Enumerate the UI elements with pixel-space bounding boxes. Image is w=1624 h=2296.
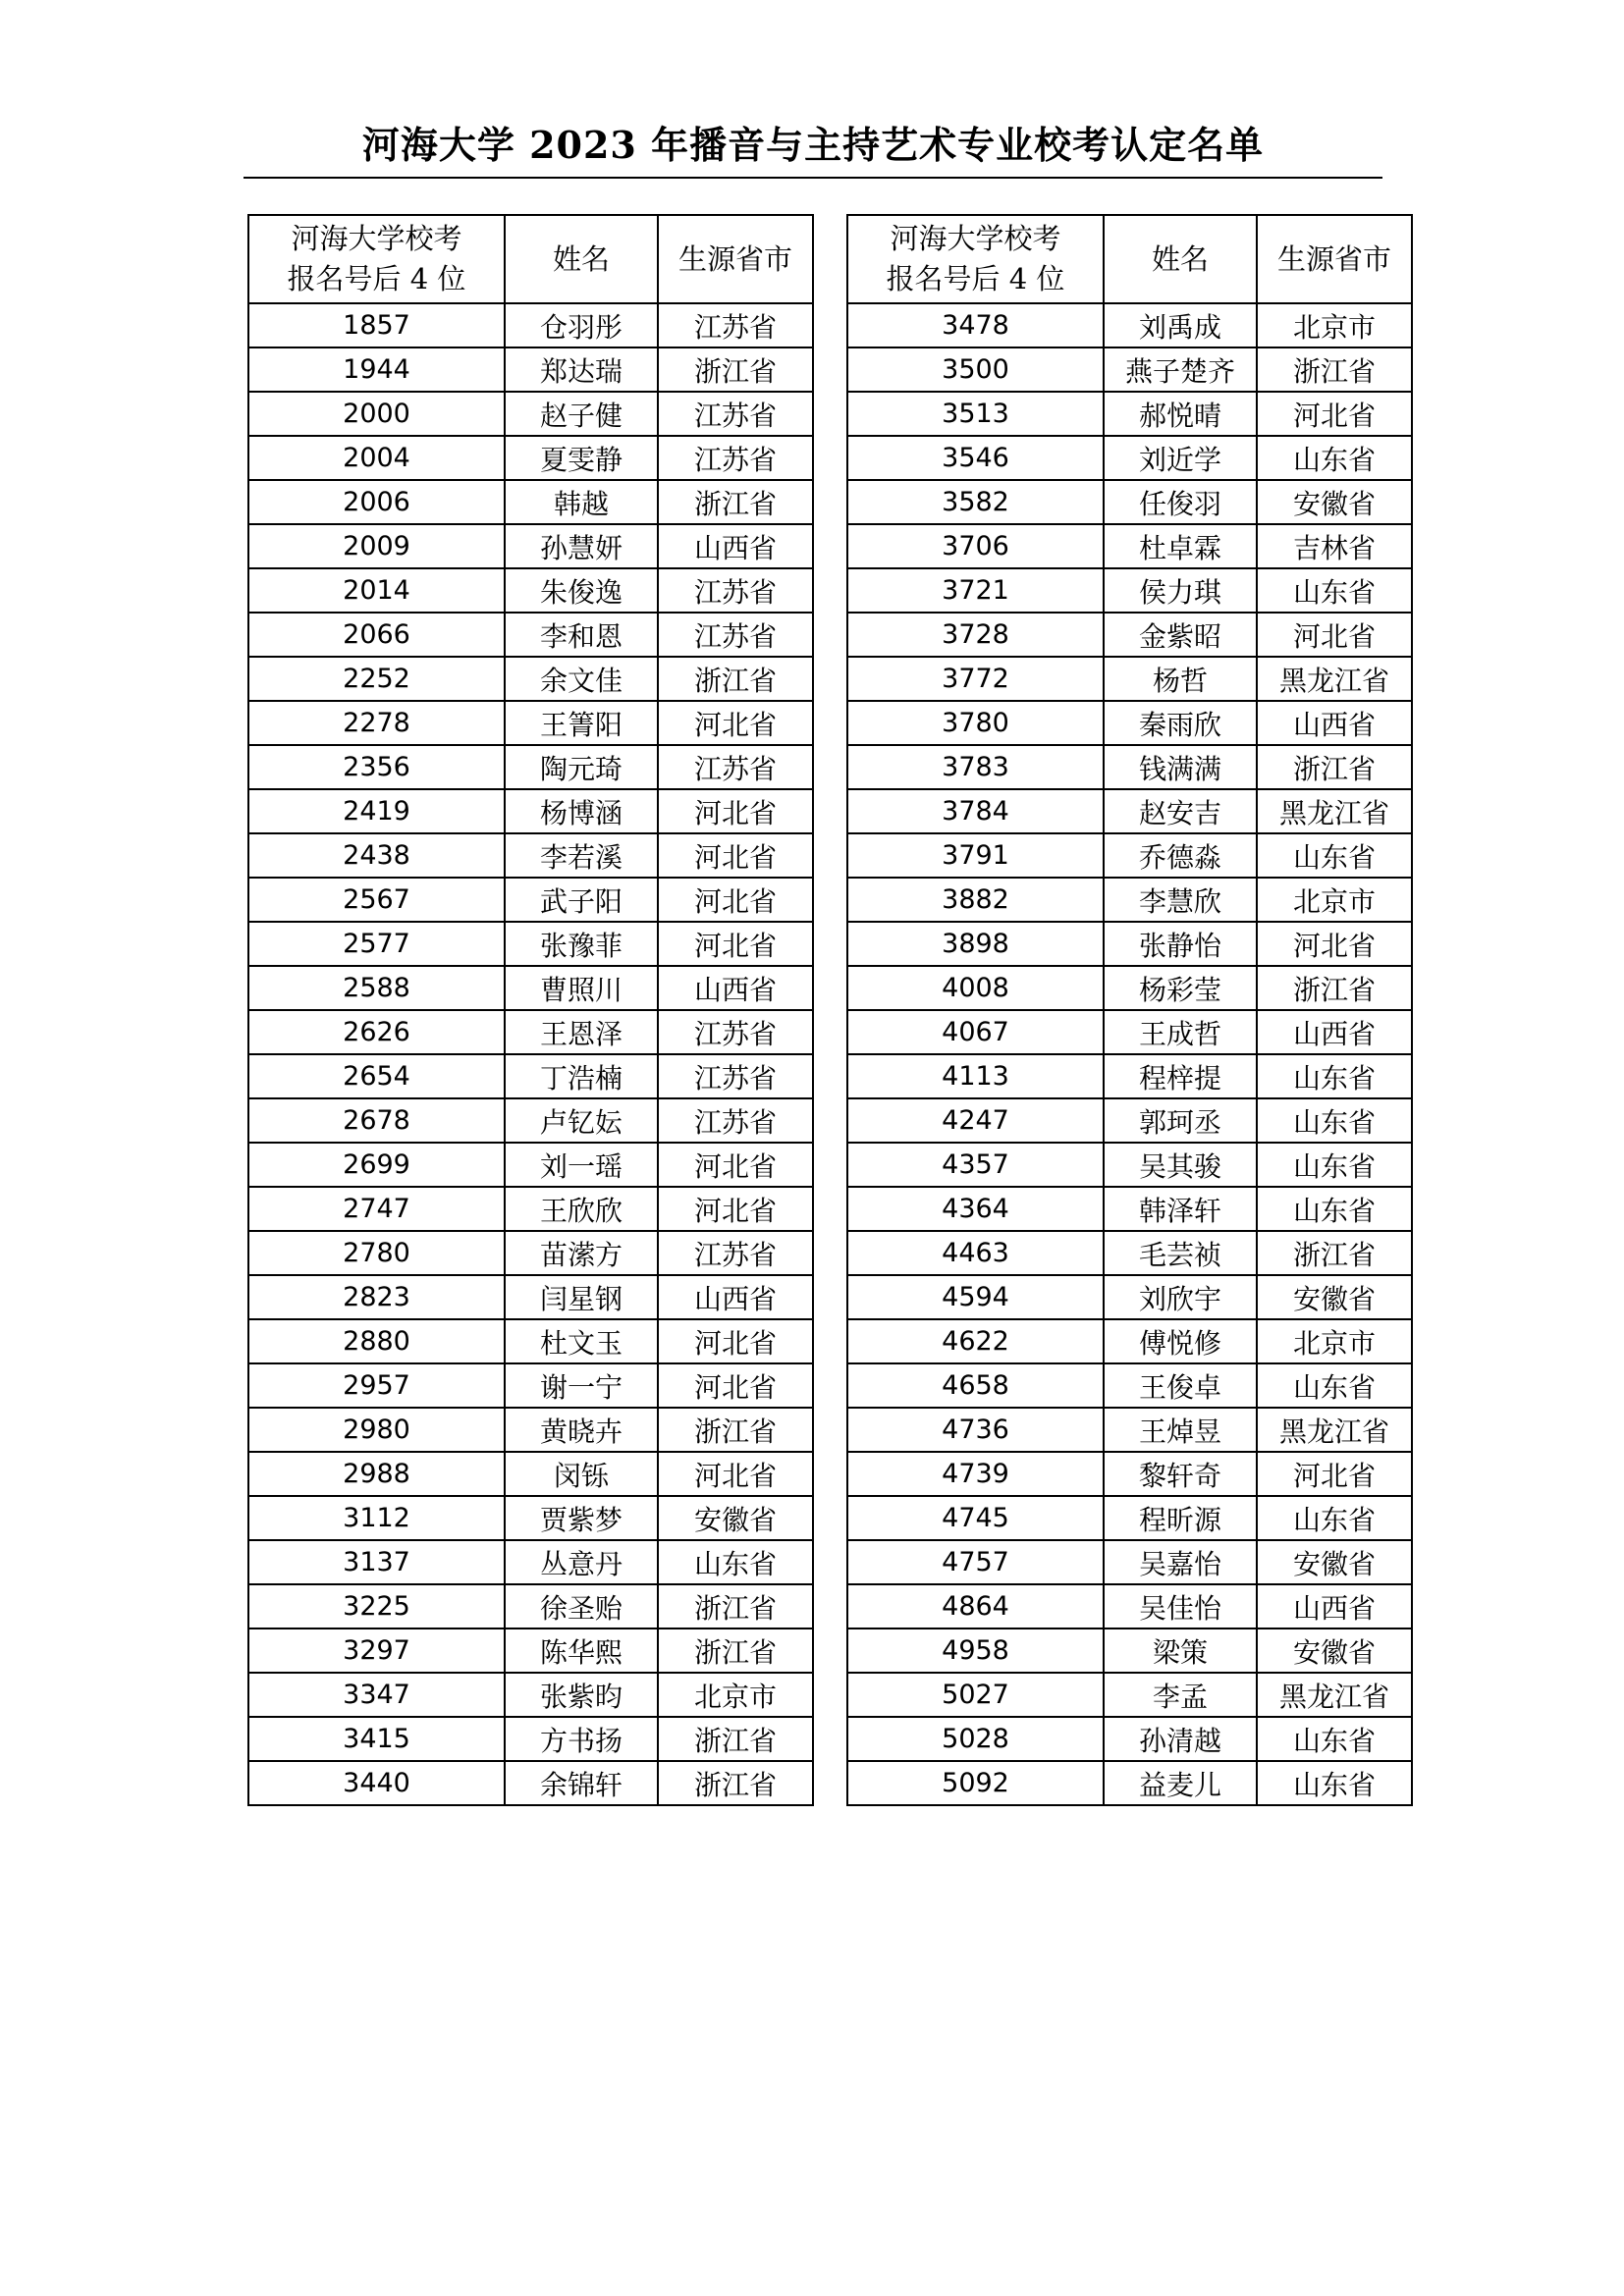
registration-id-cell: 2678 (248, 1098, 505, 1143)
province-cell: 山东省 (1257, 568, 1412, 613)
registration-id-cell: 3137 (248, 1540, 505, 1584)
registration-id-cell: 4622 (847, 1319, 1104, 1363)
table-row (248, 1054, 813, 1098)
table-row (248, 878, 813, 922)
table-body-right (847, 303, 1412, 1805)
province-cell: 浙江省 (658, 347, 813, 392)
table-row (847, 745, 1412, 789)
registration-id-cell: 2880 (248, 1319, 505, 1363)
registration-id-cell: 2438 (248, 833, 505, 878)
table-header-row (847, 215, 1412, 303)
table-row (248, 480, 813, 524)
registration-id-cell: 2009 (248, 524, 505, 568)
registration-id-cell: 3772 (847, 657, 1104, 701)
table-row (847, 1717, 1412, 1761)
province-cell: 山东省 (1257, 833, 1412, 878)
header-registration-id (248, 215, 505, 303)
province-cell: 浙江省 (658, 1408, 813, 1452)
province-cell: 浙江省 (1257, 1231, 1412, 1275)
registration-id-cell: 3440 (248, 1761, 505, 1805)
student-name-cell: 毛芸祯 (1104, 1231, 1257, 1275)
province-cell: 河北省 (1257, 613, 1412, 657)
registration-id-cell: 4113 (847, 1054, 1104, 1098)
table-row (248, 789, 813, 833)
student-name-cell: 黎轩奇 (1104, 1452, 1257, 1496)
table-row (248, 303, 813, 347)
province-cell: 安徽省 (1257, 1275, 1412, 1319)
student-name-cell: 燕子楚齐 (1104, 347, 1257, 392)
table-row (847, 1496, 1412, 1540)
table-row (248, 568, 813, 613)
registration-id-cell: 2823 (248, 1275, 505, 1319)
registration-id-cell: 2278 (248, 701, 505, 745)
province-cell: 浙江省 (658, 480, 813, 524)
province-cell: 浙江省 (658, 1761, 813, 1805)
registration-id-cell: 3546 (847, 436, 1104, 480)
table-header-row (248, 215, 813, 303)
table-row (248, 833, 813, 878)
student-name-cell: 杜卓霖 (1104, 524, 1257, 568)
province-cell: 江苏省 (658, 1231, 813, 1275)
registration-id-cell: 2988 (248, 1452, 505, 1496)
student-name-cell: 张紫昀 (505, 1673, 658, 1717)
table-row (847, 1584, 1412, 1629)
province-cell: 浙江省 (658, 1717, 813, 1761)
registration-id-cell: 4739 (847, 1452, 1104, 1496)
table-row (847, 480, 1412, 524)
registration-id-cell: 1857 (248, 303, 505, 347)
registration-id-cell: 2577 (248, 922, 505, 966)
province-cell: 河北省 (658, 789, 813, 833)
table-row (847, 524, 1412, 568)
student-name-cell: 夏雯静 (505, 436, 658, 480)
province-cell: 浙江省 (658, 1629, 813, 1673)
province-cell: 山东省 (1257, 1098, 1412, 1143)
registration-id-cell: 3225 (248, 1584, 505, 1629)
table-row (248, 1496, 813, 1540)
table-row (847, 1010, 1412, 1054)
province-cell: 安徽省 (658, 1496, 813, 1540)
student-name-cell: 乔德淼 (1104, 833, 1257, 878)
student-name-cell: 益麦儿 (1104, 1761, 1257, 1805)
table-row (248, 1584, 813, 1629)
student-name-cell: 赵子健 (505, 392, 658, 436)
registration-id-cell: 3415 (248, 1717, 505, 1761)
province-cell: 山西省 (1257, 701, 1412, 745)
province-cell: 江苏省 (658, 303, 813, 347)
province-cell: 北京市 (1257, 1319, 1412, 1363)
province-cell: 山西省 (658, 966, 813, 1010)
registration-id-cell: 2252 (248, 657, 505, 701)
student-name-cell: 王恩泽 (505, 1010, 658, 1054)
table-row (847, 392, 1412, 436)
registration-id-cell: 5092 (847, 1761, 1104, 1805)
student-name-cell: 闵铄 (505, 1452, 658, 1496)
province-cell: 浙江省 (658, 1584, 813, 1629)
registration-id-cell: 4864 (847, 1584, 1104, 1629)
registration-id-cell: 2000 (248, 392, 505, 436)
student-name-cell: 刘近学 (1104, 436, 1257, 480)
page-title: 河海大学 2023 年播音与主持艺术专业校考认定名单 (361, 123, 1265, 167)
student-name-cell: 杨博涵 (505, 789, 658, 833)
registration-id-cell: 2014 (248, 568, 505, 613)
province-cell: 河北省 (658, 833, 813, 878)
registration-id-cell: 3780 (847, 701, 1104, 745)
table-row (847, 878, 1412, 922)
student-name-cell: 朱俊逸 (505, 568, 658, 613)
province-cell: 江苏省 (658, 1010, 813, 1054)
province-cell: 河北省 (658, 922, 813, 966)
province-cell: 山东省 (1257, 1054, 1412, 1098)
registration-id-cell: 4594 (847, 1275, 1104, 1319)
header-id-line2: 报名号后 4 位 (287, 262, 466, 295)
student-name-cell: 丁浩楠 (505, 1054, 658, 1098)
province-cell: 黑龙江省 (1257, 657, 1412, 701)
table-row (248, 1275, 813, 1319)
header-name: 姓名 (505, 215, 658, 303)
table-row (847, 303, 1412, 347)
table-row (248, 1098, 813, 1143)
province-cell: 河北省 (1257, 1452, 1412, 1496)
student-name-cell: 韩泽轩 (1104, 1187, 1257, 1231)
registration-id-cell: 2699 (248, 1143, 505, 1187)
registration-id-cell: 2588 (248, 966, 505, 1010)
province-cell: 江苏省 (658, 568, 813, 613)
table-row (248, 524, 813, 568)
student-name-cell: 任俊羽 (1104, 480, 1257, 524)
province-cell: 河北省 (658, 701, 813, 745)
registration-id-cell: 4745 (847, 1496, 1104, 1540)
province-cell: 山西省 (658, 524, 813, 568)
header-province: 生源省市 (1257, 215, 1412, 303)
table-row (847, 1363, 1412, 1408)
student-name-cell: 黄晓卉 (505, 1408, 658, 1452)
registration-id-cell: 2957 (248, 1363, 505, 1408)
student-name-cell: 刘禹成 (1104, 303, 1257, 347)
table-row (248, 1761, 813, 1805)
table-row (847, 657, 1412, 701)
student-name-cell: 王成哲 (1104, 1010, 1257, 1054)
student-name-cell: 程梓提 (1104, 1054, 1257, 1098)
table-row (847, 1673, 1412, 1717)
student-name-cell: 梁策 (1104, 1629, 1257, 1673)
registration-id-cell: 3721 (847, 568, 1104, 613)
table-row (847, 966, 1412, 1010)
student-name-cell: 张静怡 (1104, 922, 1257, 966)
registration-id-cell: 2567 (248, 878, 505, 922)
province-cell: 浙江省 (658, 657, 813, 701)
registration-id-cell: 3783 (847, 745, 1104, 789)
table-row (248, 1452, 813, 1496)
student-name-cell: 陈华熙 (505, 1629, 658, 1673)
table-row (847, 436, 1412, 480)
student-name-cell: 李慧欣 (1104, 878, 1257, 922)
table-row (847, 1098, 1412, 1143)
table-row (847, 789, 1412, 833)
registration-id-cell: 4958 (847, 1629, 1104, 1673)
registration-id-cell: 2626 (248, 1010, 505, 1054)
table-row (248, 1143, 813, 1187)
student-name-cell: 金紫昭 (1104, 613, 1257, 657)
province-cell: 北京市 (1257, 303, 1412, 347)
province-cell: 安徽省 (1257, 480, 1412, 524)
registration-id-cell: 2066 (248, 613, 505, 657)
province-cell: 河北省 (658, 878, 813, 922)
province-cell: 山东省 (1257, 1761, 1412, 1805)
student-name-cell: 李孟 (1104, 1673, 1257, 1717)
province-cell: 山东省 (1257, 1363, 1412, 1408)
student-name-cell: 王焯昱 (1104, 1408, 1257, 1452)
province-cell: 山西省 (1257, 1010, 1412, 1054)
student-name-cell: 陶元琦 (505, 745, 658, 789)
registration-id-cell: 3791 (847, 833, 1104, 878)
province-cell: 河北省 (658, 1187, 813, 1231)
student-name-cell: 李若溪 (505, 833, 658, 878)
table-row (248, 1010, 813, 1054)
registration-id-cell: 4463 (847, 1231, 1104, 1275)
registration-id-cell: 3478 (847, 303, 1104, 347)
province-cell: 江苏省 (658, 613, 813, 657)
registration-id-cell: 3728 (847, 613, 1104, 657)
table-row (248, 745, 813, 789)
table-row (248, 1717, 813, 1761)
registration-id-cell: 1944 (248, 347, 505, 392)
header-id-line2: 报名号后 4 位 (886, 262, 1065, 295)
student-name-cell: 郝悦晴 (1104, 392, 1257, 436)
student-name-cell: 刘欣宇 (1104, 1275, 1257, 1319)
province-cell: 黑龙江省 (1257, 1408, 1412, 1452)
province-cell: 河北省 (1257, 392, 1412, 436)
header-id-line1: 河海大学校考 (291, 222, 462, 255)
province-cell: 山西省 (658, 1275, 813, 1319)
student-name-cell: 余锦轩 (505, 1761, 658, 1805)
table-row (248, 1319, 813, 1363)
student-name-cell: 程昕源 (1104, 1496, 1257, 1540)
province-cell: 黑龙江省 (1257, 789, 1412, 833)
table-row (248, 347, 813, 392)
registration-id-cell: 2004 (248, 436, 505, 480)
table-row (847, 1187, 1412, 1231)
title-divider (244, 177, 1382, 179)
table-row (248, 1673, 813, 1717)
province-cell: 黑龙江省 (1257, 1673, 1412, 1717)
registration-id-cell: 2780 (248, 1231, 505, 1275)
header-province: 生源省市 (658, 215, 813, 303)
table-row (847, 613, 1412, 657)
registration-id-cell: 4247 (847, 1098, 1104, 1143)
table-row (847, 833, 1412, 878)
student-name-cell: 丛意丹 (505, 1540, 658, 1584)
student-name-cell: 李和恩 (505, 613, 658, 657)
registration-id-cell: 5027 (847, 1673, 1104, 1717)
registration-id-cell: 3347 (248, 1673, 505, 1717)
student-name-cell: 卢钇妘 (505, 1098, 658, 1143)
student-name-cell: 武子阳 (505, 878, 658, 922)
header-name: 姓名 (1104, 215, 1257, 303)
student-name-cell: 孙清越 (1104, 1717, 1257, 1761)
student-name-cell: 余文佳 (505, 657, 658, 701)
registration-id-cell: 3882 (847, 878, 1104, 922)
table-row (847, 1231, 1412, 1275)
table-row (248, 1187, 813, 1231)
province-cell: 山东省 (1257, 1496, 1412, 1540)
student-name-cell: 徐圣贻 (505, 1584, 658, 1629)
roster-table-right (846, 214, 1413, 1806)
registration-id-cell: 5028 (847, 1717, 1104, 1761)
table-row (847, 568, 1412, 613)
table-row (847, 1761, 1412, 1805)
student-name-cell: 苗潆方 (505, 1231, 658, 1275)
table-row (847, 1540, 1412, 1584)
student-name-cell: 张豫菲 (505, 922, 658, 966)
student-name-cell: 杜文玉 (505, 1319, 658, 1363)
roster-table-left (247, 214, 814, 1806)
province-cell: 浙江省 (1257, 347, 1412, 392)
student-name-cell: 谢一宁 (505, 1363, 658, 1408)
province-cell: 山东省 (1257, 1717, 1412, 1761)
province-cell: 安徽省 (1257, 1629, 1412, 1673)
province-cell: 浙江省 (1257, 966, 1412, 1010)
table-row (248, 1540, 813, 1584)
student-name-cell: 韩越 (505, 480, 658, 524)
province-cell: 河北省 (658, 1319, 813, 1363)
student-name-cell: 郭珂丞 (1104, 1098, 1257, 1143)
province-cell: 河北省 (658, 1452, 813, 1496)
student-name-cell: 贾紫梦 (505, 1496, 658, 1540)
student-name-cell: 赵安吉 (1104, 789, 1257, 833)
registration-id-cell: 4658 (847, 1363, 1104, 1408)
province-cell: 北京市 (658, 1673, 813, 1717)
student-name-cell: 孙慧妍 (505, 524, 658, 568)
student-name-cell: 王欣欣 (505, 1187, 658, 1231)
student-name-cell: 郑达瑞 (505, 347, 658, 392)
province-cell: 山东省 (1257, 1143, 1412, 1187)
student-name-cell: 曹照川 (505, 966, 658, 1010)
table-row (847, 1054, 1412, 1098)
province-cell: 吉林省 (1257, 524, 1412, 568)
table-row (248, 657, 813, 701)
province-cell: 江苏省 (658, 436, 813, 480)
table-row (248, 436, 813, 480)
registration-id-cell: 3500 (847, 347, 1104, 392)
registration-id-cell: 3513 (847, 392, 1104, 436)
province-cell: 山东省 (1257, 436, 1412, 480)
province-cell: 河北省 (658, 1143, 813, 1187)
student-name-cell: 闫星钢 (505, 1275, 658, 1319)
table-row (847, 1629, 1412, 1673)
province-cell: 河北省 (658, 1363, 813, 1408)
province-cell: 北京市 (1257, 878, 1412, 922)
registration-id-cell: 3898 (847, 922, 1104, 966)
province-cell: 浙江省 (1257, 745, 1412, 789)
province-cell: 山东省 (1257, 1187, 1412, 1231)
registration-id-cell: 2980 (248, 1408, 505, 1452)
registration-id-cell: 3297 (248, 1629, 505, 1673)
student-name-cell: 傅悦修 (1104, 1319, 1257, 1363)
header-registration-id (847, 215, 1104, 303)
province-cell: 江苏省 (658, 745, 813, 789)
registration-id-cell: 4008 (847, 966, 1104, 1010)
province-cell: 河北省 (1257, 922, 1412, 966)
province-cell: 山东省 (658, 1540, 813, 1584)
registration-id-cell: 4736 (847, 1408, 1104, 1452)
student-name-cell: 吴嘉怡 (1104, 1540, 1257, 1584)
registration-id-cell: 2419 (248, 789, 505, 833)
registration-id-cell: 2356 (248, 745, 505, 789)
table-row (847, 347, 1412, 392)
student-name-cell: 吴佳怡 (1104, 1584, 1257, 1629)
table-row (847, 1143, 1412, 1187)
table-row (248, 966, 813, 1010)
table-row (248, 613, 813, 657)
registration-id-cell: 3582 (847, 480, 1104, 524)
registration-id-cell: 2654 (248, 1054, 505, 1098)
registration-id-cell: 4364 (847, 1187, 1104, 1231)
student-name-cell: 仓羽彤 (505, 303, 658, 347)
table-body-left (248, 303, 813, 1805)
table-row (847, 1319, 1412, 1363)
student-name-cell: 方书扬 (505, 1717, 658, 1761)
registration-id-cell: 3112 (248, 1496, 505, 1540)
table-row (847, 1275, 1412, 1319)
table-row (248, 1363, 813, 1408)
table-row (248, 922, 813, 966)
registration-id-cell: 2006 (248, 480, 505, 524)
registration-id-cell: 4757 (847, 1540, 1104, 1584)
table-row (248, 1231, 813, 1275)
student-name-cell: 秦雨欣 (1104, 701, 1257, 745)
registration-id-cell: 4067 (847, 1010, 1104, 1054)
student-name-cell: 杨彩莹 (1104, 966, 1257, 1010)
student-name-cell: 杨哲 (1104, 657, 1257, 701)
table-row (847, 922, 1412, 966)
table-row (847, 701, 1412, 745)
table-row (847, 1408, 1412, 1452)
header-id-line1: 河海大学校考 (890, 222, 1061, 255)
province-cell: 江苏省 (658, 392, 813, 436)
student-name-cell: 钱满满 (1104, 745, 1257, 789)
province-cell: 安徽省 (1257, 1540, 1412, 1584)
province-cell: 江苏省 (658, 1098, 813, 1143)
student-name-cell: 王俊卓 (1104, 1363, 1257, 1408)
table-row (248, 1629, 813, 1673)
registration-id-cell: 4357 (847, 1143, 1104, 1187)
registration-id-cell: 3784 (847, 789, 1104, 833)
province-cell: 山西省 (1257, 1584, 1412, 1629)
student-name-cell: 吴其骏 (1104, 1143, 1257, 1187)
registration-id-cell: 2747 (248, 1187, 505, 1231)
table-row (248, 392, 813, 436)
table-row (248, 1408, 813, 1452)
registration-id-cell: 3706 (847, 524, 1104, 568)
student-name-cell: 刘一瑶 (505, 1143, 658, 1187)
student-name-cell: 侯力琪 (1104, 568, 1257, 613)
table-row (248, 701, 813, 745)
table-row (847, 1452, 1412, 1496)
province-cell: 江苏省 (658, 1054, 813, 1098)
student-name-cell: 王箐阳 (505, 701, 658, 745)
